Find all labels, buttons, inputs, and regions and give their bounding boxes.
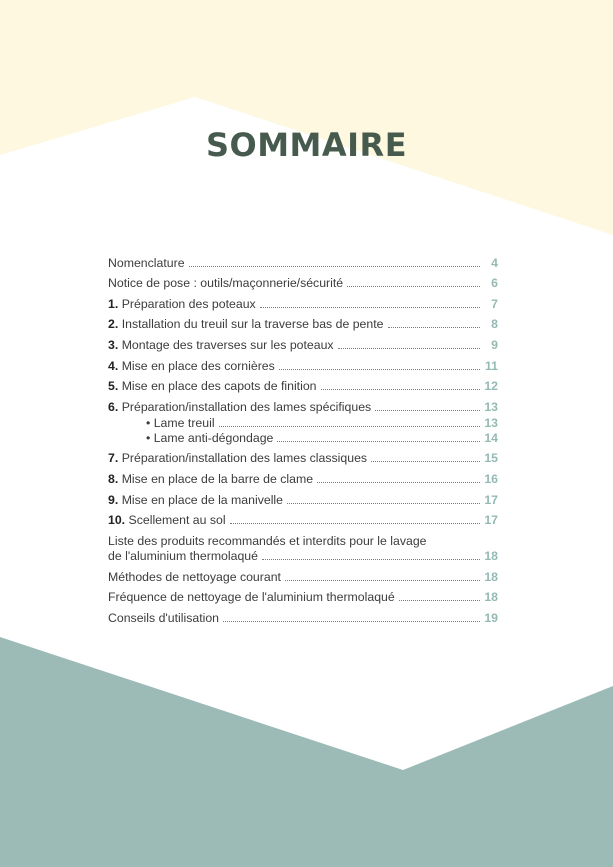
toc-number: 10. [108,513,126,528]
toc-entry-1[interactable] [108,290,498,311]
toc-text: Mise en place de la barre de clame [121,471,314,486]
toc-number: 7. [108,451,119,466]
toc-page: 7 [491,296,498,311]
dot-leader [277,441,480,442]
dot-leader [223,621,480,622]
toc-page: 14 [484,430,498,445]
toc-text: Préparation/installation des lames classiques [121,451,368,466]
toc-number: 8. [108,471,119,486]
toc-label [108,317,384,331]
toc-label: Fréquence de nettoyage de l'aluminium thermolaqué [108,590,395,605]
toc-entry-conseils[interactable] [108,604,498,625]
dot-leader [279,369,480,370]
toc-page: 11 [485,358,498,373]
toc-page: 6 [491,276,498,291]
toc-page: 17 [484,492,498,507]
toc-text: Mise en place des cornières [121,358,275,373]
toc-label [108,451,367,465]
dot-leader [388,327,481,328]
toc-entry-8[interactable] [108,465,498,486]
toc-label [108,297,256,311]
dot-leader [321,389,480,390]
toc-label: Nomenclature [108,255,185,270]
dot-leader [371,461,480,462]
toc-entry-9[interactable] [108,486,498,507]
toc-page: 12 [484,379,498,394]
toc-label [108,338,334,352]
toc-entry-4[interactable] [108,352,498,373]
dot-leader [260,307,480,308]
toc-page: 18 [484,590,498,605]
toc-entry-2[interactable] [108,311,498,332]
dot-leader [347,286,480,287]
toc-page: 4 [491,255,498,270]
toc-number: 5. [108,379,119,394]
dot-leader [262,559,480,560]
toc-entry-3[interactable] [108,331,498,352]
toc-entry-nomenclature[interactable] [108,249,498,270]
toc-entry-6[interactable] [108,393,498,414]
toc-label: Méthodes de nettoyage courant [108,569,281,584]
table-of-contents [108,249,498,625]
toc-label [108,400,371,414]
dot-leader [189,266,480,267]
toc-entry-10[interactable] [108,507,498,528]
toc-text: Installation du treuil sur la traverse bas de pente [121,317,384,332]
toc-number: 6. [108,399,119,414]
toc-label: • Lame anti-dégondage [146,430,274,445]
toc-text: Montage des traverses sur les poteaux [121,337,334,352]
toc-number: 4. [108,358,119,373]
toc-page: 15 [484,451,498,466]
toc-entry-frequence[interactable] [108,584,498,605]
toc-text: Préparation des poteaux [121,296,256,311]
toc-label: • Lame treuil [146,415,215,430]
bottom-band [0,637,613,867]
top-band [0,0,613,235]
toc-label [108,513,226,527]
toc-text: Préparation/installation des lames spécifiques [121,399,372,414]
toc-text: Scellement au sol [128,513,226,528]
toc-entry-methodes[interactable] [108,563,498,584]
toc-label: Liste des produits recommandés et interdits pour le lavage [108,534,427,549]
toc-text: Mise en place des capots de finition [121,379,317,394]
toc-page: 19 [484,610,498,625]
dot-leader [399,600,480,601]
toc-label [108,379,317,393]
dot-leader [375,410,480,411]
toc-entry-notice[interactable] [108,270,498,291]
toc-label [108,493,283,507]
toc-number: 2. [108,317,119,332]
toc-page: 17 [484,513,498,528]
toc-label: de l'aluminium thermolaqué [108,549,258,564]
toc-page: 13 [484,415,498,430]
toc-label [108,472,313,486]
toc-label: Notice de pose : outils/maçonnerie/sécurité [108,276,344,291]
page-title: SOMMAIRE [205,126,408,164]
toc-label: Conseils d'utilisation [108,610,220,625]
toc-entry-7[interactable] [108,445,498,466]
dot-leader [219,426,480,427]
toc-number: 9. [108,492,119,507]
toc-subentry-lame-treuil[interactable] [108,414,498,430]
toc-entry-produits-line1[interactable] [108,527,498,548]
toc-entry-5[interactable] [108,373,498,394]
toc-page: 18 [484,569,498,584]
toc-text: Mise en place de la manivelle [121,492,284,507]
toc-page: 16 [484,471,498,486]
dot-leader [230,523,480,524]
toc-number: 3. [108,337,119,352]
dot-leader [338,348,480,349]
toc-page: 8 [491,317,498,332]
toc-page: 18 [484,549,498,564]
toc-page: 13 [484,399,498,414]
dot-leader [287,503,480,504]
toc-page: 9 [491,337,498,352]
toc-number: 1. [108,296,119,311]
toc-subentry-lame-anti-degondage[interactable] [108,430,498,445]
dot-leader [285,580,480,581]
toc-label [108,359,275,373]
dot-leader [317,482,480,483]
toc-entry-produits-line2[interactable] [108,548,498,563]
